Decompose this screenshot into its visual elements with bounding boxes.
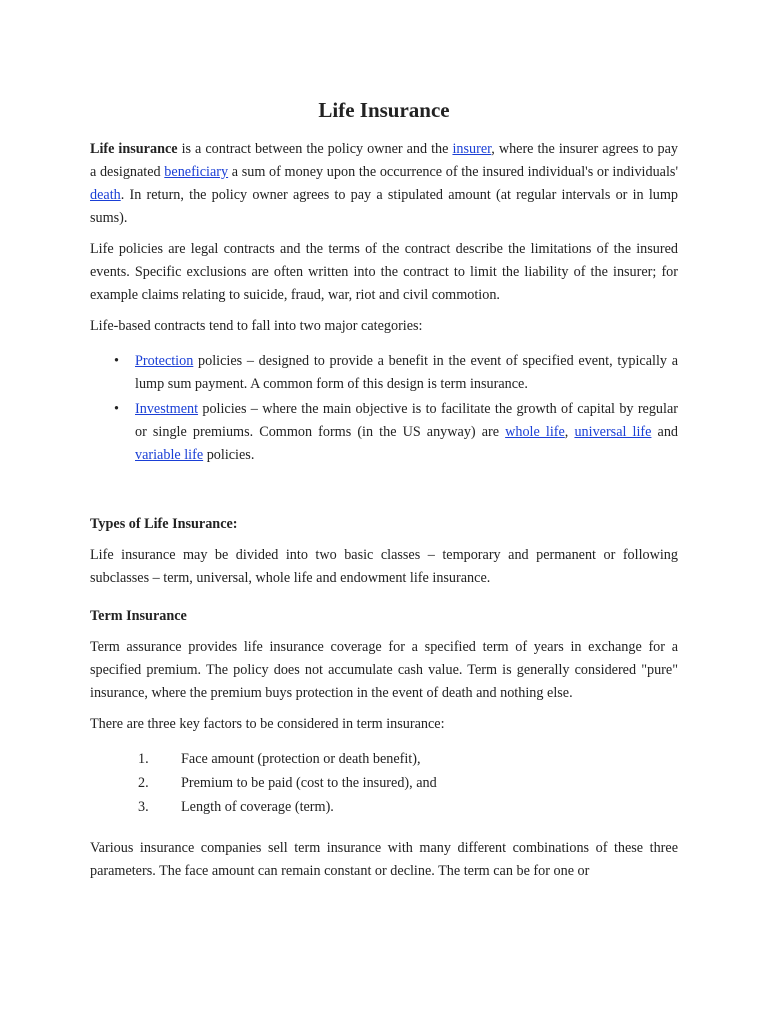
types-paragraph: Life insurance may be divided into two basic classes – temporary and permanent or following subclasses – term, universal, whole life and endowment life insurance.: [90, 547, 678, 586]
factors-intro: There are three key factors to be considered in term insurance:: [90, 716, 445, 732]
categories-list: [90, 350, 678, 467]
document-title: Life Insurance: [318, 98, 450, 122]
bullet-icon: •: [114, 353, 119, 369]
combinations-paragraph: Various insurance companies sell term insurance with many different combinations of these three parameters. The face amount can remain constant or decline. The term can be for one or: [90, 840, 678, 879]
life-insurance-term: Life insurance: [90, 141, 178, 157]
beneficiary-link[interactable]: beneficiary: [164, 164, 229, 180]
term-paragraph: Term assurance provides life insurance coverage for a specified term of years in exchange for a specified premium. The policy does not accumulate cash value. Term is generally considered "pure" insurance, where the premium buys protection in the event of death and nothing else.: [90, 639, 678, 701]
whole-life-link[interactable]: whole life: [505, 424, 565, 440]
insurer-link[interactable]: insurer: [452, 141, 492, 157]
types-heading: Types of Life Insurance:: [90, 516, 238, 532]
list-item: 3. Length of coverage (term).: [138, 799, 334, 815]
intro-paragraph: Life insurance is a contract between the policy owner and the insurer, where the insurer agrees to pay a designated beneficiary a sum of money upon the occurrence of the insured individual's or individuals' death. In return, the policy owner agrees to pay a stipulated amount (at regular intervals or in lump sums).: [90, 141, 679, 226]
list-item: 2. Premium to be paid (cost to the insured), and: [138, 775, 437, 791]
list-item: 1. Face amount (protection or death benefit),: [138, 751, 421, 767]
term-insurance-heading: Term Insurance: [90, 608, 187, 624]
investment-link[interactable]: Investment: [135, 401, 199, 417]
death-link[interactable]: death: [90, 187, 121, 203]
list-item: • Protection policies – designed to provide a benefit in the event of specified event, typically a lump sum payment. A common form of this design is term insurance.: [90, 350, 678, 396]
contracts-paragraph: Life policies are legal contracts and the terms of the contract describe the limitations of the insured events. Specific exclusions are often written into the contract to limit the liability of the insurer; for example claims relating to suicide, fraud, war, riot and civil commotion.: [90, 241, 678, 303]
variable-life-link[interactable]: variable life: [135, 447, 204, 463]
categories-intro: Life-based contracts tend to fall into two major categories:: [90, 318, 423, 334]
bullet-icon: •: [114, 401, 119, 417]
universal-life-link[interactable]: universal life: [574, 424, 652, 440]
protection-link[interactable]: Protection: [135, 353, 194, 369]
list-item: • Investment policies – where the main objective is to facilitate the growth of capital by regular or single premiums. Common forms (in the US anyway) are whole life, universal life and variable life policies.: [90, 398, 678, 467]
factors-list: [90, 748, 678, 819]
